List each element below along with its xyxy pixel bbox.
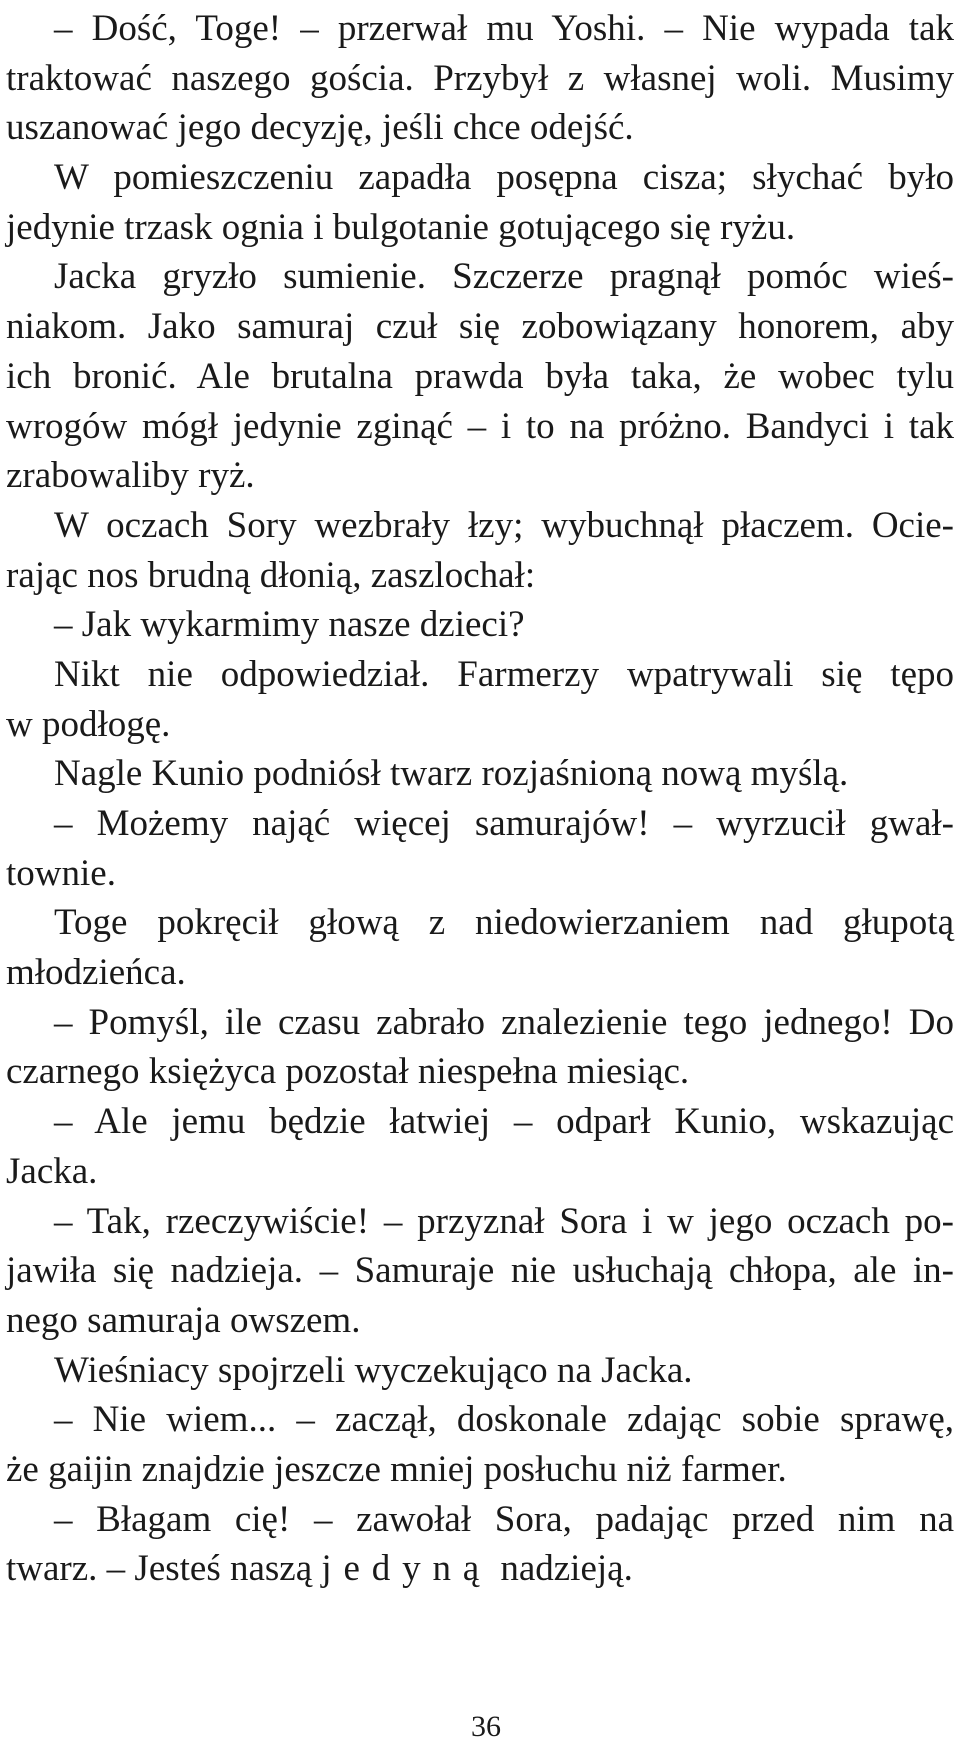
text-line: – Ale jemu będzie łatwiej – odparł Kunio, wskazując <box>54 1101 954 1143</box>
final-line-end: nadzieją. <box>491 1548 633 1590</box>
text-line: czarnego księżyca pozostał niespełna miesiąc. <box>6 1051 690 1093</box>
emphasized-word: jedyną <box>321 1548 492 1590</box>
text-line: Nagle Kunio podniósł twarz rozjaśnioną nową myślą. <box>54 753 849 795</box>
final-line-start: twarz. – Jesteś naszą <box>6 1548 322 1590</box>
text-line: – Nie wiem... – zaczął, doskonale zdając sobie sprawę, <box>54 1399 954 1441</box>
final-text-line <box>6 1544 954 1594</box>
text-line: – Możemy nająć więcej samurajów! – wyrzucił gwał- <box>54 803 954 844</box>
text-line: Jacka. <box>6 1150 98 1192</box>
text-line: Toge pokręcił głową z niedowierzaniem nad głupotą <box>54 902 954 944</box>
text-line: w podłogę. <box>6 703 171 745</box>
text-line: W pomieszczeniu zapadła posępna cisza; słychać było <box>54 157 954 199</box>
text-line: – Pomyśl, ile czasu zabrało znalezienie tego jednego! Do <box>54 1001 954 1043</box>
text-line: Nikt nie odpowiedział. Farmerzy wpatrywali się tępo <box>54 653 954 695</box>
text-line: rając nos brudną dłonią, zaszlochał: <box>6 554 536 596</box>
text-line: ich bronić. Ale brutalna prawda była taka, że wobec tylu <box>6 355 954 397</box>
text-line: młodzieńca. <box>6 952 186 994</box>
text-line: W oczach Sory wezbrały łzy; wybuchnął płaczem. Ocie- <box>54 504 954 546</box>
book-page <box>6 0 954 1757</box>
text-line: townie. <box>6 852 116 894</box>
text-line: niakom. Jako samuraj czuł się zobowiązany honorem, aby <box>6 306 954 348</box>
page-number: 36 <box>471 1710 501 1743</box>
text-line: – Dość, Toge! – przerwał mu Yoshi. – Nie wypada tak <box>54 8 954 49</box>
text-line: jedynie trzask ognia i bulgotanie gotującego się ryżu. <box>6 206 796 248</box>
text-line: wrogów mógł jedynie zginąć – i to na próżno. Bandyci i tak <box>6 405 954 447</box>
text-line: że gaijin znajdzie jeszcze mniej posłuchu niż farmer. <box>6 1448 787 1490</box>
text-line: Wieśniacy spojrzeli wyczekująco na Jacka. <box>54 1349 693 1391</box>
text-line: traktować naszego gościa. Przybył z własnej woli. Musimy <box>6 57 954 99</box>
text-line: nego samuraja owszem. <box>6 1299 361 1341</box>
text-line: – Błagam cię! – zawołał Sora, padając przed nim na <box>54 1498 954 1540</box>
text-line: uszanować jego decyzję, jeśli chce odejść. <box>6 107 634 149</box>
text-line: – Tak, rzeczywiście! – przyznał Sora i w jego oczach po- <box>54 1200 954 1242</box>
text-line: Jacka gryzło sumienie. Szczerze pragnął pomóc wieś- <box>54 256 954 298</box>
body-text <box>6 4 954 1594</box>
text-line: zrabowaliby ryż. <box>6 455 255 497</box>
text-line: – Jak wykarmimy nasze dzieci? <box>54 604 525 646</box>
text-line: jawiła się nadzieja. – Samuraje nie usłuchają chłopa, ale in- <box>6 1250 954 1292</box>
